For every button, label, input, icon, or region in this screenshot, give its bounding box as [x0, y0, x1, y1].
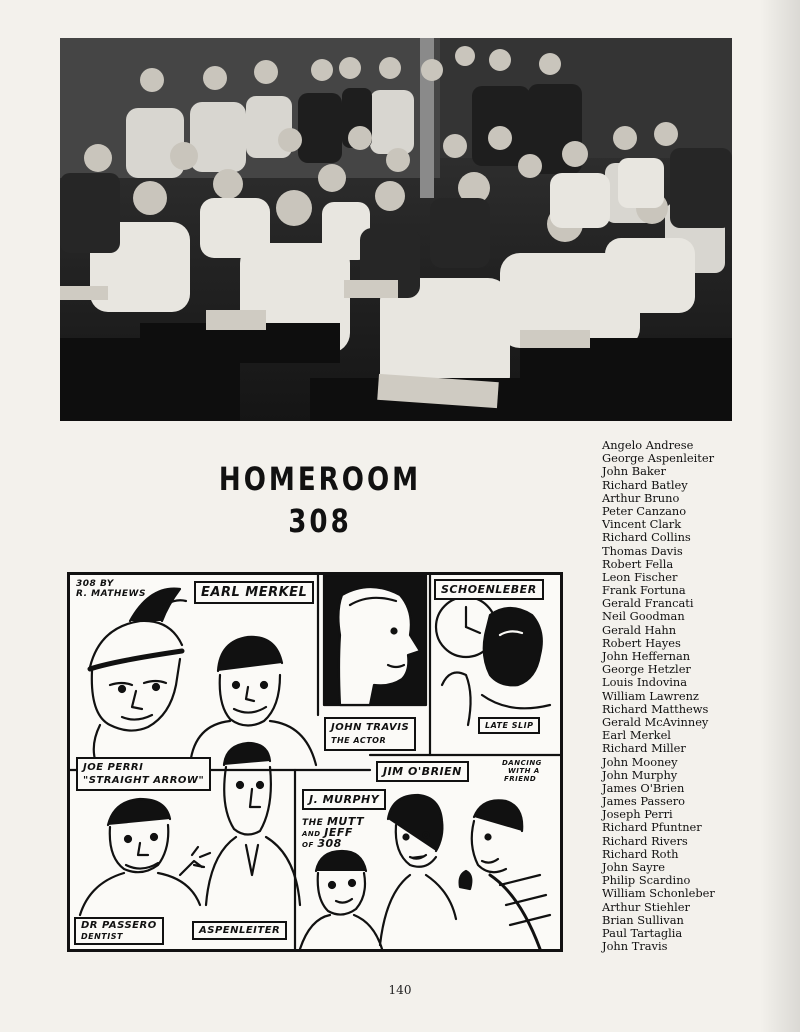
- dr-passero-caption: DENTIST: [81, 932, 123, 941]
- label-earl-merkel: EARL MERKEL: [194, 581, 314, 604]
- dancing-line-2: WITH A: [508, 767, 540, 775]
- roster-item: Robert Hayes: [602, 635, 681, 650]
- roster-item: Richard Pfuntner: [602, 820, 702, 835]
- page-number: 140: [388, 983, 412, 997]
- joe-perri-caption: "STRAIGHT ARROW": [83, 775, 205, 786]
- roster-item: Richard Collins: [602, 530, 691, 545]
- roster-item: Vincent Clark: [602, 517, 682, 532]
- roster-item: John Murphy: [602, 767, 678, 782]
- roster-item: John Sayre: [602, 860, 665, 874]
- roster-item: George Hetzler: [602, 662, 691, 677]
- roster-item: John Baker: [602, 464, 666, 479]
- label-joe-perri: [76, 757, 211, 791]
- label-jim-obrien: JIM O'BRIEN: [376, 761, 469, 782]
- roster-item: Joseph Perri: [602, 807, 673, 822]
- signature-artist: R. MATHEWS: [76, 589, 146, 599]
- caricature-cartoon: [67, 572, 563, 952]
- roster-item: Paul Tartaglia: [602, 925, 683, 940]
- roster-item: Robert Fella: [602, 556, 674, 571]
- dancing-line-3: FRIEND: [504, 775, 537, 783]
- mutt-line-1: THE: [302, 818, 324, 828]
- dr-passero-name: DR PASSERO: [81, 920, 157, 931]
- mutt-line-3: AND: [302, 830, 321, 838]
- mutt-line-6: 308: [317, 837, 342, 850]
- student-roster: [602, 439, 792, 953]
- joe-perri-name: JOE PERRI: [83, 762, 144, 773]
- roster-item: Gerald Francati: [602, 596, 694, 611]
- roster-item: Thomas Davis: [602, 543, 683, 558]
- roster-item: Richard Batley: [602, 477, 688, 492]
- mutt-line-5: OF: [302, 841, 314, 849]
- roster-item: Philip Scardino: [602, 873, 691, 888]
- label-aspenleiter: ASPENLEITER: [192, 921, 287, 940]
- roster-item: John Mooney: [602, 754, 678, 769]
- roster-item: Peter Canzano: [602, 503, 687, 518]
- label-j-murphy: J. MURPHY: [302, 789, 386, 810]
- roster-item: James O'Brien: [602, 780, 685, 795]
- label-schoenleber: SCHOENLEBER: [434, 579, 544, 600]
- mutt-line-2: MUTT: [326, 815, 365, 828]
- label-mutt-and-jeff: [302, 817, 364, 850]
- signature-by: BY: [99, 579, 114, 589]
- roster-item: Earl Merkel: [602, 728, 671, 743]
- label-john-travis: [324, 717, 416, 751]
- class-photograph: [60, 38, 732, 421]
- roster-item: George Aspenleiter: [602, 451, 715, 466]
- roster-item: Arthur Stiehler: [602, 899, 690, 914]
- label-late-slip: LATE SLIP: [478, 717, 540, 734]
- roster-item: Angelo Andrese: [602, 438, 694, 452]
- roster-item: James Passero: [602, 794, 686, 809]
- roster-item: Frank Fortuna: [602, 583, 686, 598]
- roster-item: Richard Roth: [602, 846, 679, 861]
- roster-item: Brian Sullivan: [602, 912, 684, 927]
- class-photograph-drawing: [60, 38, 732, 421]
- john-travis-name: JOHN TRAVIS: [331, 722, 410, 733]
- dancing-line-1: DANCING: [502, 759, 542, 767]
- label-dancing-with-friend: [502, 759, 542, 783]
- roster-item: Richard Rivers: [602, 833, 688, 848]
- signature-room: 308: [76, 579, 97, 589]
- roster-item: Neil Goodman: [602, 609, 685, 624]
- roster-item: Gerald McAvinney: [602, 714, 709, 729]
- roster-item: William Lawrenz: [602, 688, 699, 703]
- page-title: [180, 458, 460, 542]
- label-dr-passero: [74, 917, 164, 945]
- roster-item: Louis Indovina: [602, 675, 688, 690]
- roster-item: Richard Miller: [602, 741, 686, 756]
- roster-item: William Schonleber: [602, 886, 715, 901]
- john-travis-caption: THE ACTOR: [331, 736, 387, 745]
- cartoon-signature: [76, 579, 146, 599]
- mutt-line-4: JEFF: [324, 826, 353, 839]
- roster-item: Richard Matthews: [602, 701, 709, 716]
- roster-item: John Heffernan: [602, 649, 691, 663]
- roster-item: Gerald Hahn: [602, 622, 677, 637]
- title-homeroom: HOMEROOM: [218, 460, 422, 498]
- roster-item: Arthur Bruno: [602, 490, 680, 505]
- roster-item: John Travis: [602, 939, 668, 954]
- roster-item: Leon Fischer: [602, 569, 678, 584]
- title-room-number: 308: [288, 502, 352, 540]
